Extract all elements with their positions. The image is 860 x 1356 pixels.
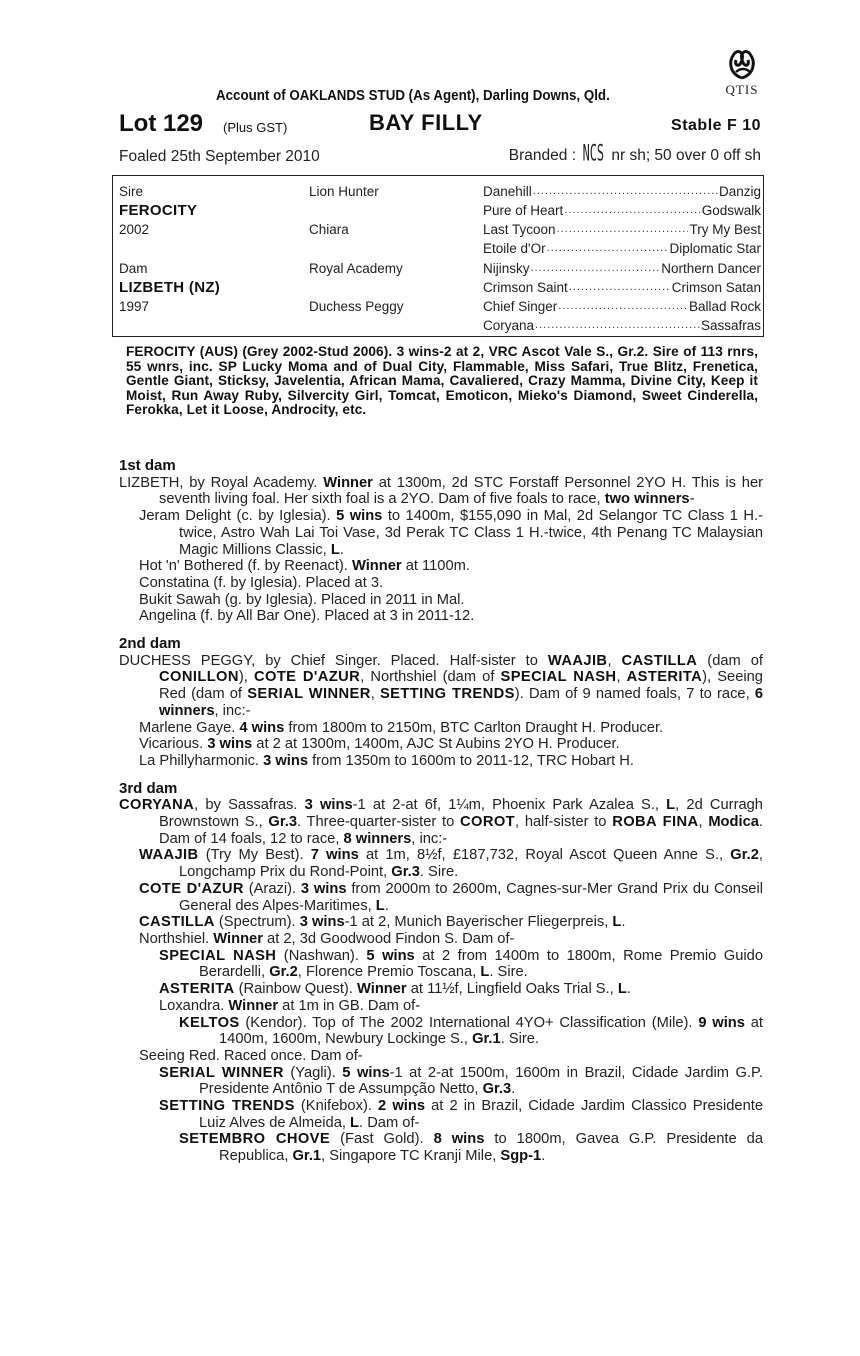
text-run: La Phillyharmonic. (139, 752, 264, 769)
family-entry (139, 847, 763, 880)
text-run: Bukit Sawah (g. by Iglesia). Placed in 2011 in Mal. (139, 591, 465, 608)
foaled-date: Foaled 25th September 2010 (119, 148, 320, 165)
pedigree-col1: 1997 (119, 299, 150, 314)
text-run: , (370, 686, 380, 703)
leader-dots (558, 297, 688, 316)
text-run: at 1400m, 1600m, Newbury Lockinge S., (219, 1014, 763, 1048)
bold-text: Winner (351, 558, 402, 575)
text-run: , (607, 652, 622, 669)
otis-monogram-icon (722, 44, 762, 84)
text-run: at 1m, 8½f, £187,732, Royal Ascot Queen Anne S., (358, 847, 731, 864)
bold-text: Gr.1 (292, 1148, 322, 1165)
text-run: DUCHESS PEGGY, by Chief Singer. Placed. Half-sister to (119, 652, 548, 669)
text-run: LIZBETH, by Royal Academy. (119, 474, 324, 491)
first-dam-heading: 1st dam (119, 457, 176, 474)
text-run: (Nashwan). (276, 947, 367, 964)
horse-name-highlight: CORYANA (119, 797, 195, 814)
ancestor-sire: Danzig (718, 184, 761, 199)
bold-text: Gr.3 (268, 814, 297, 831)
text-run: at 1100m. (401, 558, 470, 575)
text-run: at 2 in Brazil, Cidade Jardim Classico Presidente Luiz Alves de Almeida, (199, 1098, 763, 1131)
text-run: , Singapore TC Kranji Mile, (321, 1148, 501, 1165)
family-entry (139, 575, 763, 592)
bold-text: 3 wins (299, 914, 345, 931)
horse-name-highlight: SETTING TRENDS (379, 686, 515, 703)
text-run: (Yagli). (283, 1064, 343, 1081)
ancestor-sire: Ballad Rock (688, 299, 761, 314)
family-entry (139, 914, 763, 931)
text-run: . (339, 541, 344, 558)
horse-name-highlight: SPECIAL NASH (500, 669, 617, 686)
pedigree-col1: Dam (119, 261, 148, 276)
bold-text: Gr.2 (730, 847, 759, 864)
text-run: at 2, 3d Goodwood Findon S. Dam of- (262, 930, 515, 947)
family-entry (139, 1048, 763, 1065)
text-run: . Three-quarter-sister to (297, 814, 460, 831)
stable-number: Stable F 10 (671, 117, 761, 134)
bold-text: 3 wins (263, 752, 308, 769)
ancestor-name: Last Tycoon (483, 222, 556, 237)
family-entry (139, 736, 763, 753)
pedigree-col3 (483, 182, 761, 201)
bold-text: L (666, 797, 676, 814)
pedigree-col2: Chiara (309, 222, 349, 237)
lot-header (119, 110, 761, 144)
text-run: Loxandra. (159, 997, 229, 1014)
horse-name-highlight: CASTILLA (139, 914, 215, 931)
text-run: (Kendor). Top of The 2002 International 4YO+ Classification (Mile). (239, 1014, 699, 1031)
leader-dots (569, 278, 671, 297)
bold-text: Winner (357, 981, 407, 998)
text-run: ), Seeing Red (dam of (159, 669, 763, 703)
ancestor-name: Pure of Heart (483, 203, 564, 218)
ancestor-sire: Sassafras (700, 318, 761, 333)
leader-dots (557, 220, 689, 239)
text-run: (Fast Gold). (330, 1131, 434, 1148)
text-run: . (626, 981, 631, 998)
bold-text: 9 wins (698, 1014, 745, 1031)
horse-name-highlight: ASTERITA (159, 981, 235, 998)
ancestor-sire: Crimson Satan (671, 280, 761, 295)
pedigree-col1: LIZBETH (NZ) (119, 279, 221, 296)
horse-name-highlight: SERIAL WINNER (159, 1064, 284, 1081)
text-run: -1 at 2-at 1500m, 1600m in Brazil, Cidade Jardim G.P. Presidente Antônio T de Assumpção Netto, (199, 1064, 763, 1098)
horse-name-highlight: COTE D'AZUR (139, 880, 244, 897)
text-run: at 2 at 1300m, 1400m, AJC St Aubins 2YO H. Producer. (252, 736, 620, 753)
text-run: , 2d Curragh Brownstown S., (159, 797, 763, 831)
bold-text: 5 wins (342, 1064, 390, 1081)
pedigree-col1: 2002 (119, 222, 150, 237)
ancestor-name: Coryana (483, 318, 535, 333)
text-run: from 2000m to 2600m, Cagnes-sur-Mer Grand Prix du Conseil General des Alpes-Maritimes, (179, 880, 763, 914)
text-run: , inc:- (411, 830, 448, 847)
pedigree-col3 (483, 316, 761, 335)
second-dam-section (119, 653, 763, 770)
bold-text: Winner (323, 474, 373, 491)
bold-text: 3 wins (207, 736, 253, 753)
qtis-logo (714, 44, 770, 98)
text-run: to 1800m, Gavea G.P. Presidente da Republica, (219, 1131, 763, 1165)
pedigree-col3 (483, 201, 761, 220)
text-run: ). Dam of 9 named foals, 7 to race, (514, 686, 755, 703)
text-run: , Longchamp Prix du Rond-Point, (179, 847, 763, 881)
horse-name-highlight: WAAJIB (139, 847, 199, 864)
ancestor-sire: Godswalk (701, 203, 761, 218)
family-entry (179, 1131, 763, 1164)
text-run: . (541, 1148, 546, 1165)
text-run: at 2 from 1400m to 1800m, Rome Premio Guido Berardelli, (199, 947, 763, 981)
lot-number: Lot 129 (119, 110, 204, 137)
text-run: Seeing Red. Raced once. Dam of- (139, 1047, 363, 1064)
second-dam-heading: 2nd dam (119, 635, 181, 653)
family-entry (139, 931, 763, 948)
family-entry (119, 797, 763, 847)
family-entry (139, 608, 763, 625)
bold-text: 2 wins (378, 1098, 425, 1115)
family-entry (159, 1098, 763, 1131)
leader-dots (531, 259, 661, 278)
third-dam-heading: 3rd dam (119, 779, 178, 797)
leader-dots (533, 182, 718, 201)
text-run: . Sire. (489, 964, 528, 981)
text-run: , by Sassafras. (194, 797, 305, 814)
family-entry (159, 948, 763, 981)
bold-text: L (480, 964, 490, 981)
text-run: , Northshiel (dam of (360, 669, 501, 686)
pedigree-col3 (483, 239, 761, 258)
text-run: Angelina (f. by All Bar One). Placed at 3 in 2011-12. (139, 608, 475, 625)
horse-name-highlight: COTE D'AZUR (253, 669, 361, 686)
text-run: . (384, 897, 389, 914)
ancestor-name: Crimson Saint (483, 280, 568, 295)
family-entry (179, 1015, 763, 1048)
family-details (119, 458, 763, 1165)
horse-name-highlight: KELTOS (179, 1014, 240, 1031)
text-run: ), (238, 669, 254, 686)
text-run: at 11½f, Lingfield Oaks Trial S., (406, 981, 618, 998)
horse-name-highlight: SETTING TRENDS (159, 1098, 295, 1115)
branded-prefix: Branded : (508, 147, 577, 164)
text-run: (Try My Best). (198, 847, 311, 864)
bold-text: Gr.3 (482, 1081, 512, 1098)
text-run: . Dam of 14 foals, 12 to race, (159, 814, 764, 847)
family-entry (139, 558, 763, 575)
family-entry (159, 998, 763, 1015)
text-run: to 1400m, $155,090 in Mal, 2d Selangor TC Class 1 H.-twice, Astro Wah Lai Toi Vase, 3d Perak TC Class 1 H.-twice, 4th Penang TC Malaysian Magic Millions Classic, (179, 508, 763, 558)
bold-text: 3 wins (304, 797, 353, 814)
text-run: . Dam of- (359, 1114, 420, 1131)
pedigree-col2: Duchess Peggy (309, 299, 404, 314)
horse-name-highlight: ROBA FINA (612, 814, 699, 831)
text-run: -1 at 2-at 6f, 1¼m, Phoenix Park Azalea S., (352, 797, 667, 814)
bold-text: L (375, 897, 385, 914)
pedigree-col3 (483, 259, 761, 278)
bold-text: L (612, 914, 622, 931)
text-run: , (698, 814, 709, 831)
text-run: . Sire. (419, 864, 459, 881)
text-run: from 1800m to 2150m, BTC Carlton Draught H. Producer. (284, 719, 664, 736)
family-entry (159, 981, 763, 998)
family-entry (139, 592, 763, 609)
bold-text: two winners (604, 491, 690, 508)
family-entry (119, 653, 763, 720)
text-run: Jeram Delight (c. by Iglesia). (139, 508, 337, 525)
brand-description (508, 141, 761, 167)
text-run: Constatina (f. by Iglesia). Placed at 3. (139, 574, 384, 591)
ancestor-name: Nijinsky (483, 261, 530, 276)
bold-text: 8 wins (433, 1131, 485, 1148)
family-entry (119, 475, 763, 508)
text-run: , inc:- (214, 702, 251, 719)
family-entry (139, 720, 763, 737)
sire-summary: FEROCITY (AUS) (Grey 2002-Stud 2006). 3 wins-2 at 2, VRC Ascot Vale S., Gr.2. Sire of 113 rnrs, 55 wnrs, inc. SP Lucky Moma and of Dual City, Flammable, Miss Safari, True Blitz, Frenetica, Gentle Giant, Sticksy, Javelentia, African Mama, Cavaliered, Crazy Mamma, Divine City, Keep it Moist, Run Away Ruby, Silvercity Girl, Tomcat, Emoticon, Mieko's Diamond, Sweet Cinderella, Ferokka, Let it Loose, Androcity, etc. (126, 344, 758, 417)
horse-name-highlight: CASTILLA (621, 652, 698, 669)
text-run: (Knifebox). (294, 1098, 379, 1115)
first-dam-section (119, 475, 763, 625)
bold-text: Gr.1 (472, 1031, 501, 1048)
family-entry (139, 881, 763, 914)
pedigree-col1: FEROCITY (119, 202, 198, 219)
gst-note: (Plus GST) (223, 120, 288, 135)
text-run: from 1350m to 1600m to 2011-12, TRC Hobart H. (308, 752, 634, 769)
bold-text: Gr.2 (269, 964, 298, 981)
ancestor-sire: Diplomatic Star (669, 241, 761, 256)
bold-text: L (617, 981, 627, 998)
leader-dots (535, 316, 700, 335)
text-run: Marlene Gaye. (139, 719, 240, 736)
text-run: Vicarious. (139, 736, 208, 753)
text-run: at 1300m, 2d STC Forstaff Personnel 2YO H. This is her seventh living foal. Her sixth foal is a 2YO. Dam of five foals to race, (159, 474, 763, 508)
pedigree-col2: Lion Hunter (309, 184, 379, 199)
vendor-account: Account of OAKLANDS STUD (As Agent), Darling Downs, Qld. (216, 88, 610, 104)
bold-text: 3 wins (300, 880, 347, 897)
text-run: . Sire. (500, 1031, 540, 1048)
horse-name-highlight: SETEMBRO CHOVE (179, 1131, 331, 1148)
text-run: (Arazi). (243, 880, 301, 897)
bold-text: Winner (228, 997, 279, 1014)
pedigree-col3 (483, 220, 761, 239)
lot-title: BAY FILLY (369, 110, 483, 135)
bold-text: Gr.3 (391, 864, 420, 881)
text-run: (Rainbow Quest). (234, 981, 357, 998)
leader-dots (547, 239, 669, 258)
text-run: , half-sister to (515, 814, 613, 831)
text-run: . (511, 1081, 516, 1098)
bold-text: 5 wins (366, 947, 415, 964)
text-run: . (621, 914, 626, 931)
text-run: Hot 'n' Bothered (f. by Reenact). (139, 558, 352, 575)
pedigree-col3 (483, 297, 761, 316)
bold-text: 5 wins (336, 508, 383, 525)
family-entry (159, 1065, 763, 1098)
ancestor-sire: Northern Dancer (661, 261, 761, 276)
bold-text: 4 wins (239, 719, 285, 736)
family-entry (139, 753, 763, 770)
bold-text: Modica (708, 814, 759, 831)
text-run: -1 at 2, Munich Bayerischer Fliegerpreis, (344, 914, 613, 931)
pedigree-col1: Sire (119, 184, 144, 199)
text-run: , (616, 669, 627, 686)
ancestor-name: Etoile d'Or (483, 241, 546, 256)
ancestor-name: Danehill (483, 184, 532, 199)
horse-name-highlight: WAAJIB (547, 652, 608, 669)
bold-text: L (330, 541, 340, 558)
bold-text: Sgp-1 (500, 1148, 542, 1165)
ancestor-sire: Try My Best (689, 222, 761, 237)
bold-text: L (350, 1114, 360, 1131)
branded-suffix: nr sh; 50 over 0 off sh (611, 147, 761, 164)
pedigree-col2: Royal Academy (309, 261, 403, 276)
horse-name-highlight: COROT (460, 814, 516, 831)
family-entry (139, 508, 763, 558)
text-run: at 1m in GB. Dam of- (278, 997, 421, 1014)
pedigree-table (112, 175, 764, 337)
qtis-logo-text: QTIS (725, 82, 759, 97)
bold-text: Winner (213, 930, 263, 947)
horse-name-highlight: CONILLON (159, 669, 239, 686)
bold-text: 8 winners (343, 830, 412, 847)
horse-name-highlight: SPECIAL NASH (159, 947, 277, 964)
third-dam-section (119, 797, 763, 1164)
bold-text: 7 wins (310, 847, 359, 864)
pedigree-col3 (483, 278, 761, 297)
leader-dots (564, 201, 700, 220)
brand-mark: NCS (582, 141, 605, 167)
text-run: , Florence Premio Toscana, (297, 964, 481, 981)
bold-text: 6 winners (159, 686, 764, 719)
text-run: - (689, 491, 695, 508)
ancestor-name: Chief Singer (483, 299, 558, 314)
horse-name-highlight: SERIAL WINNER (247, 686, 371, 703)
text-run: Northshiel. (139, 930, 214, 947)
horse-name-highlight: ASTERITA (626, 669, 703, 686)
text-run: (dam of (697, 652, 763, 669)
text-run: (Spectrum). (214, 914, 300, 931)
